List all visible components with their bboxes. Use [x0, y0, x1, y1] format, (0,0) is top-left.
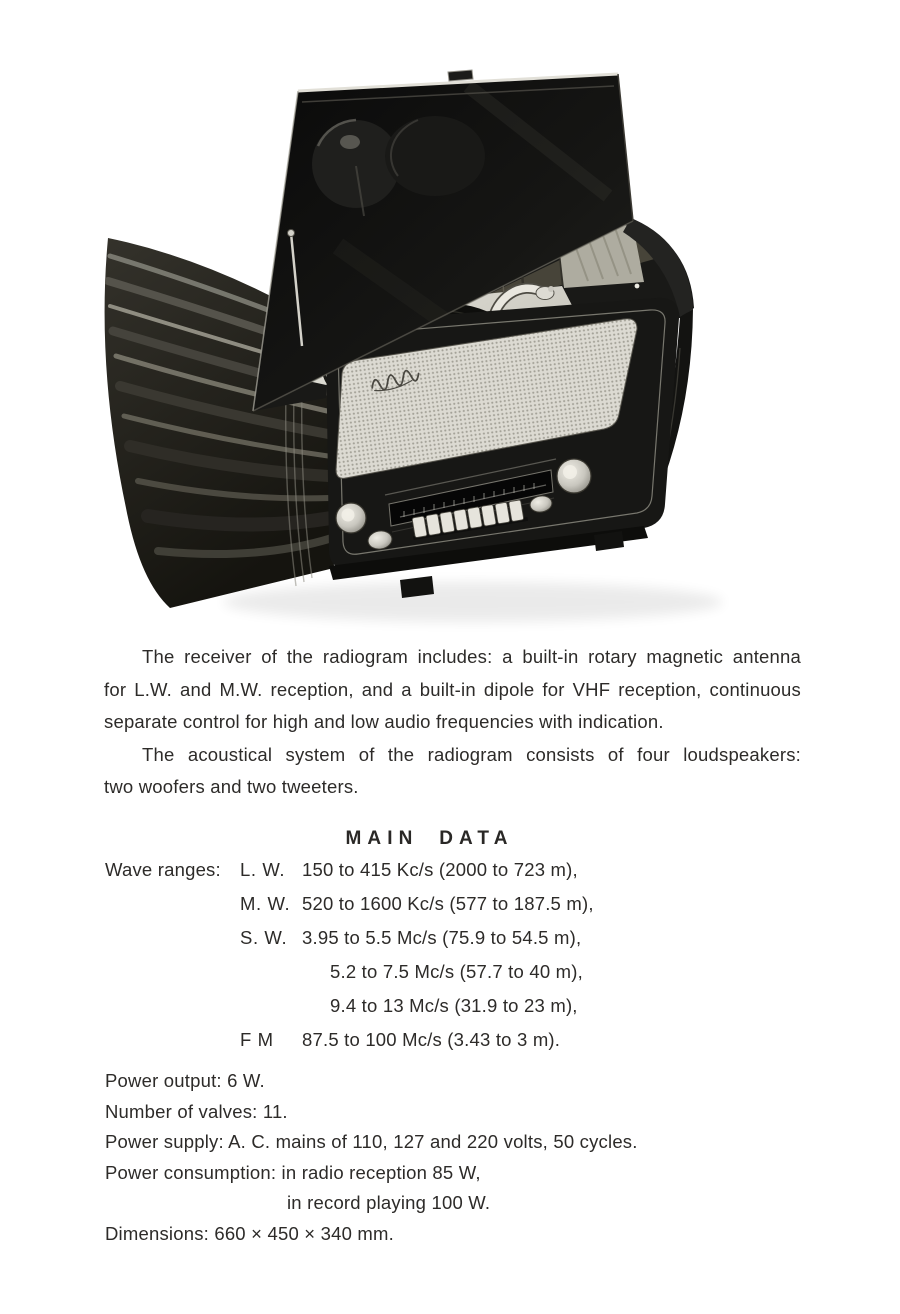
wave-band: L. W.: [240, 859, 286, 880]
wave-value: 150 to 415 Kc/s (2000 to 723 m),: [302, 859, 578, 880]
intro-line: The acoustical system of the radiogram consists of four loudspeakers:: [142, 743, 801, 765]
spec-line: in record playing 100 W.: [287, 1192, 491, 1214]
wave-value: 5.2 to 7.5 Mc/s (57.7 to 40 m),: [330, 961, 583, 982]
wave-value: 9.4 to 13 Mc/s (31.9 to 23 m),: [330, 995, 578, 1016]
intro-text: [104, 641, 801, 804]
lid-latch: [448, 70, 473, 81]
wave-band: M. W.: [240, 893, 291, 914]
volume-knob: [336, 503, 366, 533]
wave-value: 520 to 1600 Kc/s (577 to 187.5 m),: [302, 893, 594, 914]
main-data-heading: MAIN DATA: [345, 827, 514, 849]
spec-line: Power output: 6 W.: [105, 1070, 265, 1091]
spec-line: Dimensions: 660 × 450 × 340 mm.: [105, 1222, 394, 1244]
spec-line: Number of valves: 11.: [105, 1100, 288, 1122]
intro-line: separate control for high and low audio frequencies with indication.: [104, 711, 664, 733]
spec-line: Power supply: A. C. mains of 110, 127 and 220 volts, 50 cycles.: [105, 1131, 638, 1153]
intro-line: two woofers and two tweeters.: [104, 776, 359, 798]
radiogram-photo: [88, 46, 828, 642]
cabinet-shadow: [223, 582, 723, 622]
wave-value: 3.95 to 5.5 Mc/s (75.9 to 54.5 m),: [302, 927, 582, 948]
specs-list: [105, 1066, 638, 1250]
wave-band: S. W.: [240, 927, 288, 948]
intro-line: for L.W. and M.W. reception, and a built-in dipole for VHF reception, continuous: [104, 678, 801, 700]
tuning-knob: [557, 459, 591, 493]
spec-line: Power consumption: in radio reception 85 W,: [105, 1161, 481, 1183]
wave-band: F M: [240, 1029, 274, 1050]
intro-line: The receiver of the radiogram includes: a built-in rotary magnetic antenna: [142, 646, 801, 667]
wave-ranges-label: Wave ranges:: [105, 859, 221, 880]
wave-value: 87.5 to 100 Mc/s (3.43 to 3 m).: [302, 1029, 561, 1050]
